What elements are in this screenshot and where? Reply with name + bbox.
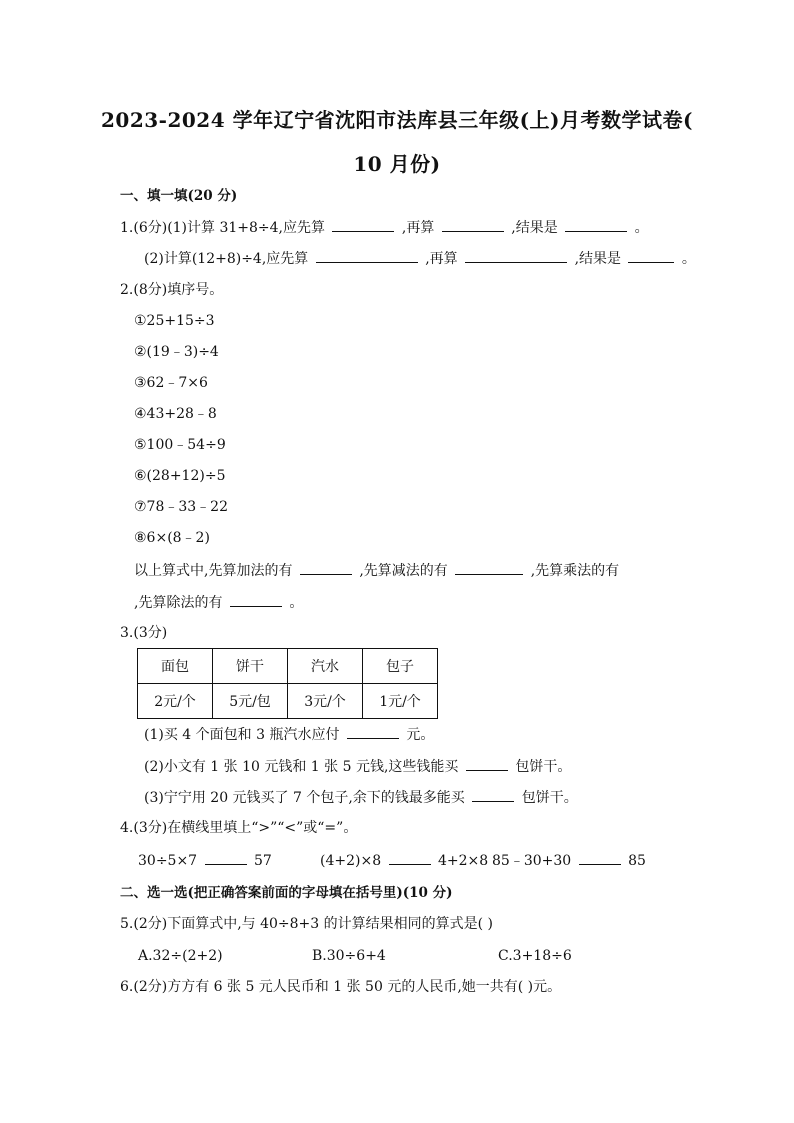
q4-e3-right: 85 (628, 853, 646, 869)
q1-text-a: 1.(6分)(1)计算 31+8÷4,应先算 (120, 220, 326, 236)
q3-sub-2-unit: 包饼干。 (515, 759, 572, 775)
q4-expr-3 (492, 850, 646, 871)
q2-item-3: ③62﹣7×6 (134, 375, 208, 391)
q2-blank-sub[interactable] (455, 560, 523, 575)
q5-option-a[interactable]: A.32÷(2+2) (138, 948, 223, 964)
q3-sub-3-text: (3)宁宁用 20 元钱买了 7 个包子,余下的钱最多能买 (144, 790, 465, 806)
q1-text-d: 。 (634, 220, 649, 236)
q2-blank-add[interactable] (300, 560, 352, 575)
q1-text-b: ,再算 (401, 220, 435, 236)
q4-e1-right: 57 (254, 853, 272, 869)
q3-sub-2 (144, 756, 571, 777)
q1-text-c: ,结果是 (511, 220, 558, 236)
q1-blank-2[interactable] (442, 217, 504, 232)
price-table (137, 648, 438, 719)
q2-ask-e: 。 (289, 595, 304, 611)
question-5-head: 5.(2分)下面算式中,与 40÷8+3 的计算结果相同的算式是( ) (120, 916, 494, 932)
table-price-bun: 1元/个 (363, 684, 438, 719)
exam-title-line2: 10 月份) (353, 152, 441, 176)
q2-item-5: ⑤100﹣54÷9 (134, 437, 226, 453)
q4-expr-1 (138, 850, 272, 871)
table-price-biscuit: 5元/包 (213, 684, 288, 719)
q2-ask-line2 (134, 592, 303, 613)
q3-blank-1[interactable] (347, 724, 399, 739)
q2-ask-d: ,先算除法的有 (134, 595, 223, 611)
table-header-biscuit: 饼干 (213, 649, 288, 684)
question-1-line1 (120, 217, 649, 238)
q4-blank-3[interactable] (579, 850, 621, 865)
table-price-soda: 3元/个 (288, 684, 363, 719)
table-header-bun: 包子 (363, 649, 438, 684)
q3-sub-3 (144, 787, 578, 808)
q2-ask-c: ,先算乘法的有 (530, 563, 620, 579)
table-price-bread: 2元/个 (138, 684, 213, 719)
q2-item-1: ①25+15÷3 (134, 313, 215, 329)
exam-title-line1: 2023-2024 学年辽宁省沈阳市法库县三年级(上)月考数学试卷( (101, 108, 693, 132)
q3-sub-2-text: (2)小文有 1 张 10 元钱和 1 张 5 元钱,这些钱能买 (144, 759, 459, 775)
q3-blank-3[interactable] (472, 787, 514, 802)
q4-e2-right: 4+2×8 (438, 853, 489, 869)
question-1-line2 (144, 248, 696, 269)
q2-item-8: ⑧6×(8﹣2) (134, 530, 210, 546)
q3-sub-1-text: (1)买 4 个面包和 3 瓶汽水应付 (144, 727, 340, 743)
q4-e3-left: 85﹣30+30 (492, 853, 572, 869)
q1-2-text-c: ,结果是 (574, 251, 622, 267)
price-table-header-row (138, 649, 438, 684)
q4-e1-left: 30÷5×7 (138, 853, 198, 869)
q2-ask-line1 (134, 560, 619, 581)
q1-2-text-a: (2)计算(12+8)÷4,应先算 (144, 251, 309, 267)
q4-e2-left: (4+2)×8 (320, 853, 382, 869)
q2-item-4: ④43+28﹣8 (134, 406, 217, 422)
q5-option-b[interactable]: B.30÷6+4 (312, 948, 386, 964)
q4-blank-2[interactable] (389, 850, 431, 865)
q4-expr-2 (320, 850, 488, 871)
q2-ask-b: ,先算减法的有 (359, 563, 448, 579)
q2-item-6: ⑥(28+12)÷5 (134, 468, 226, 484)
q1-blank-1[interactable] (332, 217, 394, 232)
q3-sub-1 (144, 724, 434, 745)
q4-blank-1[interactable] (205, 850, 247, 865)
q2-item-2: ②(19﹣3)÷4 (134, 344, 219, 360)
q1-2-text-b: ,再算 (425, 251, 458, 267)
q5-option-c[interactable]: C.3+18÷6 (498, 948, 572, 964)
q2-item-7: ⑦78﹣33﹣22 (134, 499, 228, 515)
q1-blank-5[interactable] (465, 248, 567, 263)
q2-ask-a: 以上算式中,先算加法的有 (134, 563, 293, 579)
table-header-soda: 汽水 (288, 649, 363, 684)
q3-blank-2[interactable] (466, 756, 508, 771)
section-heading-fill: 一、填一填(20 分) (120, 188, 238, 204)
price-table-value-row (138, 684, 438, 719)
q3-sub-3-unit: 包饼干。 (521, 790, 578, 806)
q2-blank-div[interactable] (230, 592, 282, 607)
section-heading-choose: 二、选一选(把正确答案前面的字母填在括号里)(10 分) (120, 885, 453, 901)
question-6-head: 6.(2分)方方有 6 张 5 元人民币和 1 张 50 元的人民币,她一共有( )元。 (120, 979, 562, 995)
question-2-head: 2.(8分)填序号。 (120, 282, 224, 298)
question-3-head: 3.(3分) (120, 625, 168, 641)
q1-2-text-d: 。 (681, 251, 696, 267)
q1-blank-6[interactable] (628, 248, 674, 263)
table-header-bread: 面包 (138, 649, 213, 684)
q1-blank-3[interactable] (565, 217, 627, 232)
question-4-head: 4.(3分)在横线里填上“>”“<”或“=”。 (120, 820, 358, 836)
q3-sub-1-unit: 元。 (406, 727, 435, 743)
q1-blank-4[interactable] (316, 248, 418, 263)
